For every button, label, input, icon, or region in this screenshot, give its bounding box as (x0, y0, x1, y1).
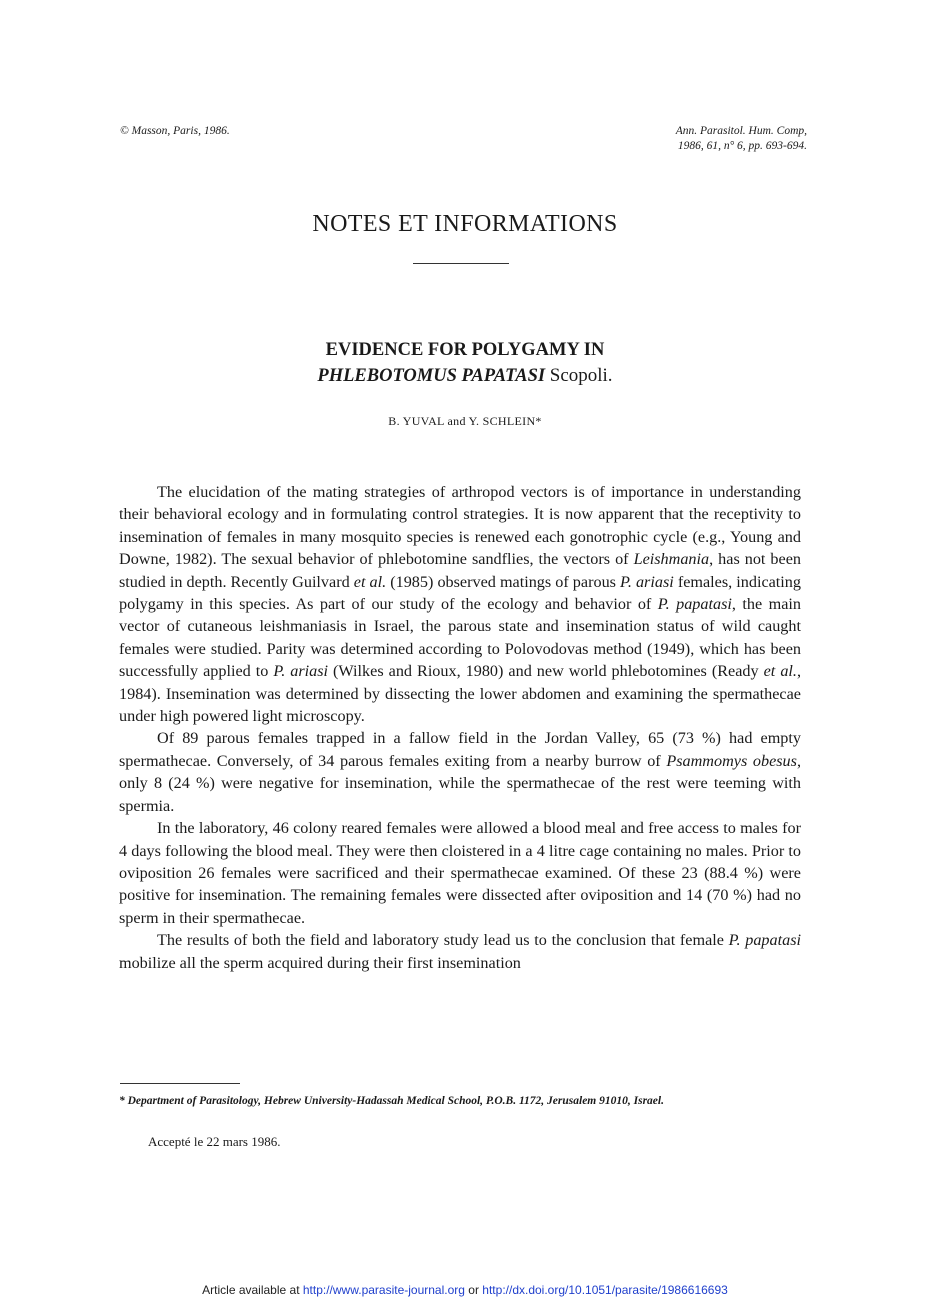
text-run: The elucidation of the mating strategies of arthropod vectors is of importance in understanding their behavioral ecology and in formulating control strategies. It is now apparent that the receptivity to insemination of females in many mosquito species is renewed each gonotrophic cycle (e.g., Young and Downe, 1982). The sexual behavior of phlebotomine sandflies, the vectors of (119, 483, 801, 569)
text-run: , the main vector of cutaneous leishmaniasis in Israel, the parous state and insemination status of wild caught females were studied. Parity was determined according to Polovodovas method (1949), which has been successfully applied to (119, 595, 801, 681)
availability-middle: or (464, 1283, 483, 1297)
text-run: (Wilkes and Rioux, 1980) and new world phlebotomines (Ready (328, 662, 764, 681)
article-title-line2 (0, 363, 930, 389)
species-authority: Scopoli. (549, 365, 613, 386)
paragraph-3: In the laboratory, 46 colony reared females were allowed a blood meal and free access to males for 4 days following the blood meal. They were then cloistered in a 4 litre cage containing no males. Prior to oviposition 26 females were sacrificed and their spermathecae examined. Of these 23 (88.4 %) were positive for insemination. The remaining females were dissected after oviposition and 14 (70 %) had no sperm in their spermathecae. (119, 819, 801, 927)
text-run: The results of both the field and laboratory study lead us to the conclusion that female (157, 931, 729, 950)
journal-citation (676, 124, 807, 154)
article-title-line1: EVIDENCE FOR POLYGAMY IN (325, 340, 605, 360)
species-name: PHLEBOTOMUS PAPATASI (317, 366, 546, 386)
text-run: , has not been studied in depth. Recently Guilvard (119, 550, 801, 591)
italic-term: et al. (353, 572, 387, 591)
journal-citation-line1: Ann. Parasitol. Hum. Comp, (675, 125, 807, 137)
article-title (0, 338, 930, 389)
paragraph-1 (119, 481, 801, 727)
journal-link[interactable]: http://www.parasite-journal.org (302, 1283, 465, 1297)
paragraph-4 (119, 929, 801, 974)
accepted-date: Accepté le 22 mars 1986. (148, 1134, 281, 1149)
availability-prefix: Article available at (202, 1283, 303, 1297)
text-run: , only 8 (24 %) were negative for insemination, while the spermathecae of the rest were teeming with spermia. (119, 751, 801, 815)
footnote-divider (120, 1083, 240, 1084)
text-run: , 1984). Insemination was determined by dissecting the lower abdomen and examining the spermathecae under high powered light microscopy. (119, 662, 801, 726)
title-divider (413, 263, 509, 264)
section-title: NOTES ET INFORMATIONS (312, 211, 618, 237)
doi-link[interactable]: http://dx.doi.org/10.1051/parasite/1986616693 (482, 1283, 728, 1297)
availability-line (0, 1283, 930, 1297)
authors: B. YUVAL and Y. SCHLEIN* (388, 414, 542, 428)
copyright-line: © Masson, Paris, 1986. (120, 125, 230, 137)
italic-term: P. papatasi (657, 595, 732, 614)
paragraph-2 (119, 727, 801, 817)
italic-term: Psammomys obesus (666, 751, 797, 770)
journal-citation-line2: 1986, 61, n° 6, pp. 693-694. (677, 140, 807, 152)
italic-term: Leishmania (633, 550, 710, 569)
text-run: (1985) observed matings of parous (386, 572, 621, 591)
italic-term: et al. (763, 662, 797, 681)
text-run: mobilize all the sperm acquired during their first insemination (119, 953, 521, 972)
article-body (119, 481, 801, 974)
text-run: Of 89 parous females trapped in a fallow field in the Jordan Valley, 65 (73 %) had empty spermathecae. Conversely, of 34 parous females exiting from a nearby burrow of (119, 729, 801, 770)
italic-term: P. papatasi (728, 931, 801, 950)
text-run: females, indicating polygamy in this species. As part of our study of the ecology and behavior of (119, 572, 801, 614)
italic-term: P. ariasi (620, 572, 674, 591)
italic-term: P. ariasi (273, 662, 329, 681)
affiliation-footnote: * Department of Parasitology, Hebrew University-Hadassah Medical School, P.O.B. 1172, Jerusalem 91010, Israel. (119, 1095, 664, 1107)
